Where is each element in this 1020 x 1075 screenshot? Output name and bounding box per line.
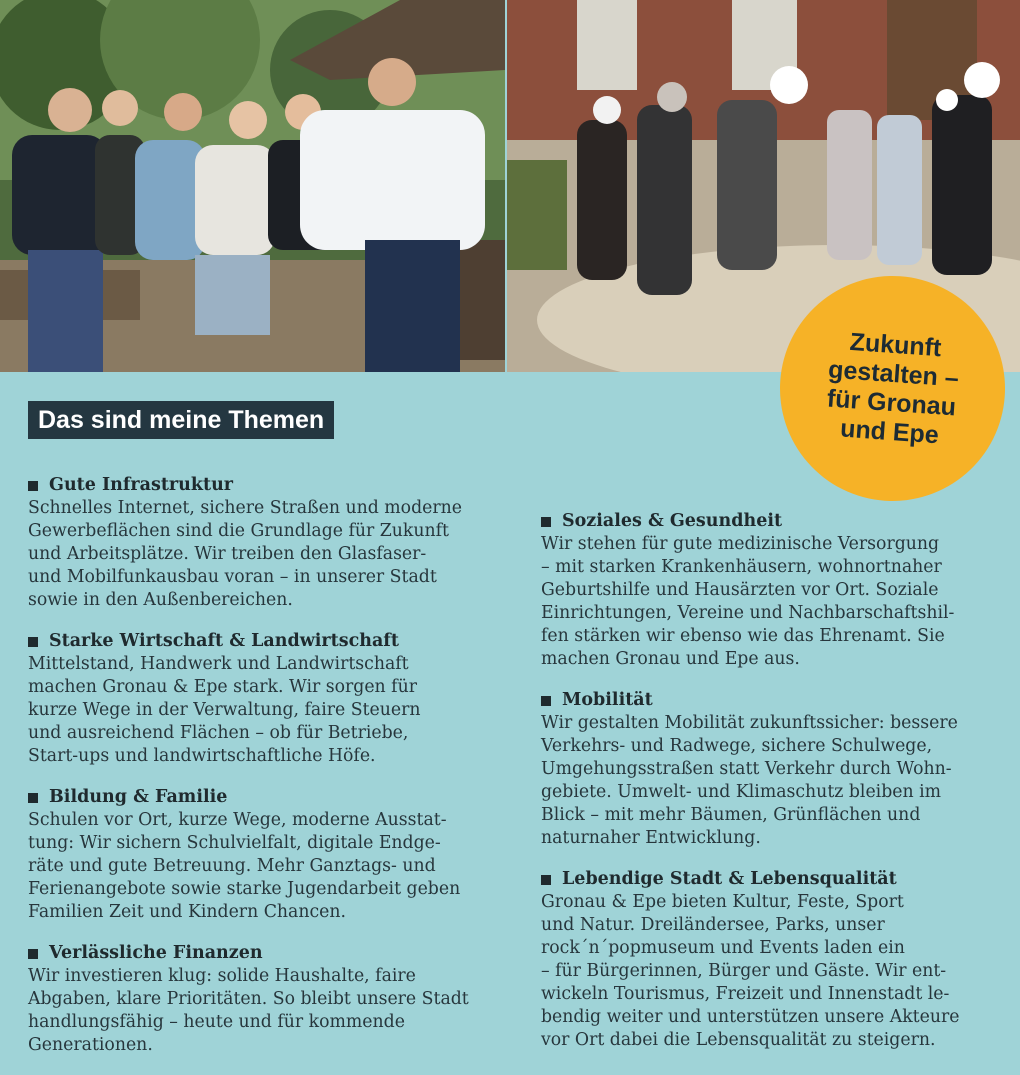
square-bullet-icon bbox=[28, 637, 38, 647]
topic-text: Gronau & Epe bieten Kultur, Feste, Sport und Natur. Dreiländersee, Parks, unser rock´n´popmuseum und Events laden ein – für Bürgerinnen, Bürger und Gäste. Wir ent- wickeln Tourismus, Freizeit und Innenstadt le- bendig weiter und unterstützen unsere Akteure vor Ort dabei die Lebensqualität zu steigern. bbox=[541, 892, 960, 1050]
topic-title: Bildung & Familie bbox=[49, 787, 228, 807]
topic-title: Mobilität bbox=[562, 690, 653, 710]
topic-text: Wir stehen für gute medizinische Versorgung – mit starken Krankenhäusern, wohnortnaher Geburtshilfe und Hausärzten vor Ort. Soziale Einrichtungen, Vereine und Nachbarschaftshil- fen stärken wir ebenso wie das Ehrenamt. Sie machen Gronau und Epe aus. bbox=[541, 534, 955, 669]
topic-title: Gute Infrastruktur bbox=[49, 475, 234, 495]
slogan-badge-text: Zukunft gestalten – für Gronau und Epe bbox=[826, 327, 960, 449]
topic-item bbox=[541, 689, 981, 850]
topic-text: Mittelstand, Handwerk und Landwirtschaft machen Gronau & Epe stark. Wir sorgen für kurze Wege in der Verwaltung, faire Steuern und ausreichend Flächen – ob für Betriebe, Start-ups und landwirtschaftliche Höfe. bbox=[28, 654, 421, 766]
topic-text: Wir gestalten Mobilität zukunftssicher: bessere Verkehrs- und Radwege, sichere Schulwege, Umgehungsstraßen statt Verkehr durch Wohn- gebiete. Umwelt- und Klimaschutz bleiben im Blick – mit mehr Bäumen, Grünflächen und naturnaher Entwicklung. bbox=[541, 713, 958, 848]
square-bullet-icon bbox=[28, 949, 38, 959]
section-heading: Das sind meine Themen bbox=[28, 401, 334, 439]
topics-column-left bbox=[28, 474, 488, 1075]
topic-item bbox=[28, 786, 488, 924]
topic-title: Lebendige Stadt & Lebensqualität bbox=[562, 869, 897, 889]
topic-title: Starke Wirtschaft & Landwirtschaft bbox=[49, 631, 399, 651]
topic-text: Wir investieren klug: solide Haushalte, faire Abgaben, klare Prioritäten. So bleibt unsere Stadt handlungsfähig – heute und für kommende Generationen. bbox=[28, 966, 469, 1055]
square-bullet-icon bbox=[28, 793, 38, 803]
square-bullet-icon bbox=[541, 517, 551, 527]
square-bullet-icon bbox=[541, 875, 551, 885]
topic-item bbox=[541, 868, 981, 1052]
group-photo-illustration bbox=[0, 0, 505, 372]
topic-title: Soziales & Gesundheit bbox=[562, 511, 783, 531]
group-photo bbox=[0, 0, 505, 372]
topic-item bbox=[541, 510, 981, 671]
topic-item bbox=[28, 630, 488, 768]
topic-item bbox=[28, 942, 488, 1057]
topics-column-right bbox=[541, 510, 981, 1070]
square-bullet-icon bbox=[541, 696, 551, 706]
square-bullet-icon bbox=[28, 481, 38, 491]
topic-text: Schulen vor Ort, kurze Wege, moderne Ausstat- tung: Wir sichern Schulvielfalt, digitale Endge- räte und gute Betreuung. Mehr Ganztags- und Ferienangebote sowie starke Jugendarbeit geben Familien Zeit und Kindern Chancen. bbox=[28, 810, 461, 922]
topic-title: Verlässliche Finanzen bbox=[49, 943, 263, 963]
topic-text: Schnelles Internet, sichere Straßen und moderne Gewerbeflächen sind die Grundlage für Zukunft und Arbeitsplätze. Wir treiben den Glasfaser- und Mobilfunkausbau voran – in unserer Stadt sowie in den Außenbereichen. bbox=[28, 498, 462, 610]
topic-item bbox=[28, 474, 488, 612]
